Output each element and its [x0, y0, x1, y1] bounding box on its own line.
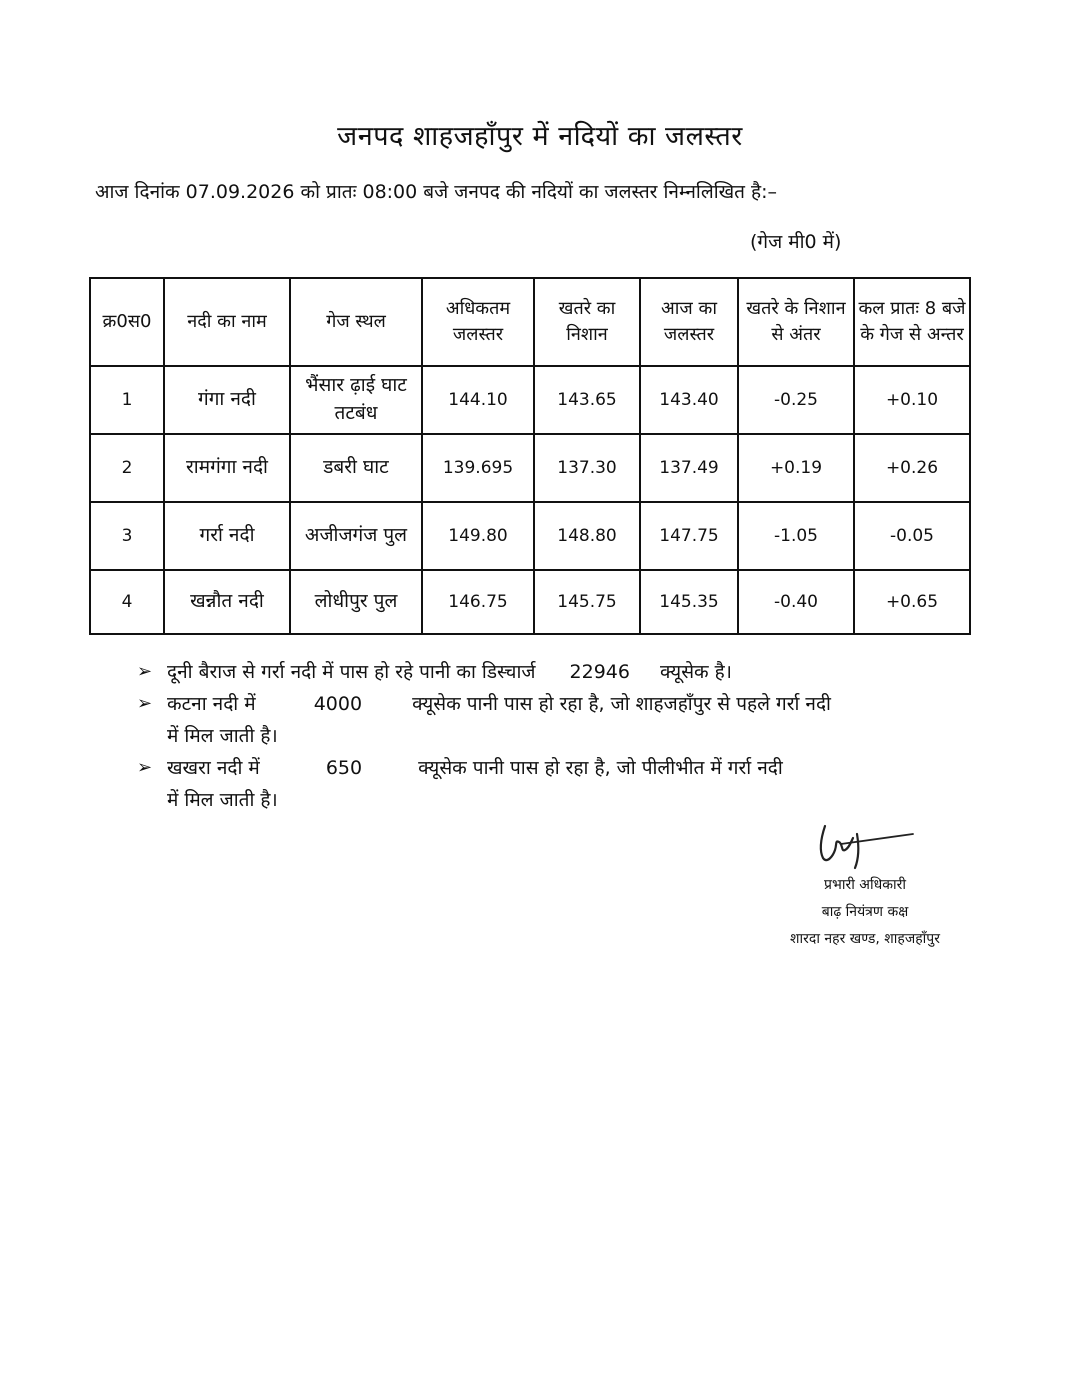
- arrow-bullet-icon: ➢: [137, 757, 153, 778]
- note-rest: क्यूसेक पानी पास हो रहा है, जो पीलीभीत में गर्रा नदी: [418, 757, 783, 779]
- signature-mark: [805, 820, 925, 872]
- cell-max-level: 146.75: [422, 570, 534, 634]
- cell-diff-danger: +0.19: [738, 434, 854, 502]
- note-unit: क्यूसेक है।: [660, 661, 732, 683]
- cell-today-level: 143.40: [640, 366, 738, 434]
- cell-max-level: 149.80: [422, 502, 534, 570]
- cell-river-name: गंगा नदी: [164, 366, 290, 434]
- cell-danger-mark: 137.30: [534, 434, 640, 502]
- header-max-level: अधिकतम जलस्तर: [422, 278, 534, 366]
- signatory-office: बाढ़ नियंत्रण कक्ष: [821, 904, 909, 920]
- cell-diff-yesterday: +0.26: [854, 434, 970, 502]
- cell-today-level: 145.35: [640, 570, 738, 634]
- arrow-bullet-icon: ➢: [137, 661, 153, 682]
- arrow-bullet-icon: ➢: [137, 693, 153, 714]
- cell-river-name: खन्नौत नदी: [164, 570, 290, 634]
- note-continuation: में मिल जाती है।: [167, 789, 278, 811]
- table-row: [90, 366, 970, 434]
- cell-diff-danger: -1.05: [738, 502, 854, 570]
- note-text: कटना नदी में: [167, 693, 256, 715]
- cell-river-name: रामगंगा नदी: [164, 434, 290, 502]
- header-danger-mark: खतरे का निशान: [534, 278, 640, 366]
- signatory-title: प्रभारी अधिकारी: [824, 877, 906, 893]
- note-text: दूनी बैराज से गर्रा नदी में पास हो रहे पानी का डिस्चार्ज: [167, 661, 536, 683]
- header-diff-danger: खतरे के निशान से अंतर: [738, 278, 854, 366]
- intro-text: आज दिनांक 07.09.2026 को प्रातः 08:00 बजे जनपद की नदियों का जलस्तर निम्नलिखित है:–: [95, 181, 778, 203]
- cell-max-level: 139.695: [422, 434, 534, 502]
- table-row: [90, 502, 970, 570]
- cell-danger-mark: 143.65: [534, 366, 640, 434]
- unit-note: (गेज मी0 में): [750, 231, 842, 253]
- document-title: जनपद शाहजहाँपुर में नदियों का जलस्तर: [337, 121, 743, 152]
- table-row: [90, 570, 970, 634]
- cell-serial: 3: [90, 502, 164, 570]
- note-value: 22946: [569, 661, 630, 683]
- water-level-table: [89, 277, 971, 635]
- table-header-row: [90, 278, 970, 366]
- cell-diff-yesterday: +0.10: [854, 366, 970, 434]
- header-serial: क्र0स0: [90, 278, 164, 366]
- note-value: 650: [325, 757, 363, 779]
- note-item: [137, 656, 957, 688]
- signature-block: [760, 820, 970, 953]
- header-river-name: नदी का नाम: [164, 278, 290, 366]
- note-item: [137, 752, 957, 816]
- cell-diff-danger: -0.25: [738, 366, 854, 434]
- cell-gauge-site: भैंसार ढ़ाई घाट तटबंध: [290, 366, 422, 434]
- cell-max-level: 144.10: [422, 366, 534, 434]
- note-item: [137, 688, 957, 752]
- cell-serial: 2: [90, 434, 164, 502]
- note-continuation: में मिल जाती है।: [167, 725, 278, 747]
- cell-diff-danger: -0.40: [738, 570, 854, 634]
- header-gauge-site: गेज स्थल: [290, 278, 422, 366]
- notes-list: [137, 656, 957, 816]
- cell-today-level: 137.49: [640, 434, 738, 502]
- table-row: [90, 434, 970, 502]
- cell-danger-mark: 145.75: [534, 570, 640, 634]
- cell-today-level: 147.75: [640, 502, 738, 570]
- header-diff-yesterday: कल प्रातः 8 बजे के गेज से अन्तर: [854, 278, 970, 366]
- cell-danger-mark: 148.80: [534, 502, 640, 570]
- note-text: खखरा नदी में: [167, 757, 260, 779]
- cell-gauge-site: डबरी घाट: [290, 434, 422, 502]
- note-rest: क्यूसेक पानी पास हो रहा है, जो शाहजहाँपुर से पहले गर्रा नदी: [412, 693, 831, 715]
- cell-diff-yesterday: -0.05: [854, 502, 970, 570]
- cell-serial: 1: [90, 366, 164, 434]
- signatory-division: शारदा नहर खण्ड, शाहजहाँपुर: [790, 931, 940, 947]
- cell-diff-yesterday: +0.65: [854, 570, 970, 634]
- cell-gauge-site: अजीजगंज पुल: [290, 502, 422, 570]
- cell-gauge-site: लोधीपुर पुल: [290, 570, 422, 634]
- note-value: 4000: [313, 693, 363, 715]
- cell-river-name: गर्रा नदी: [164, 502, 290, 570]
- header-today-level: आज का जलस्तर: [640, 278, 738, 366]
- cell-serial: 4: [90, 570, 164, 634]
